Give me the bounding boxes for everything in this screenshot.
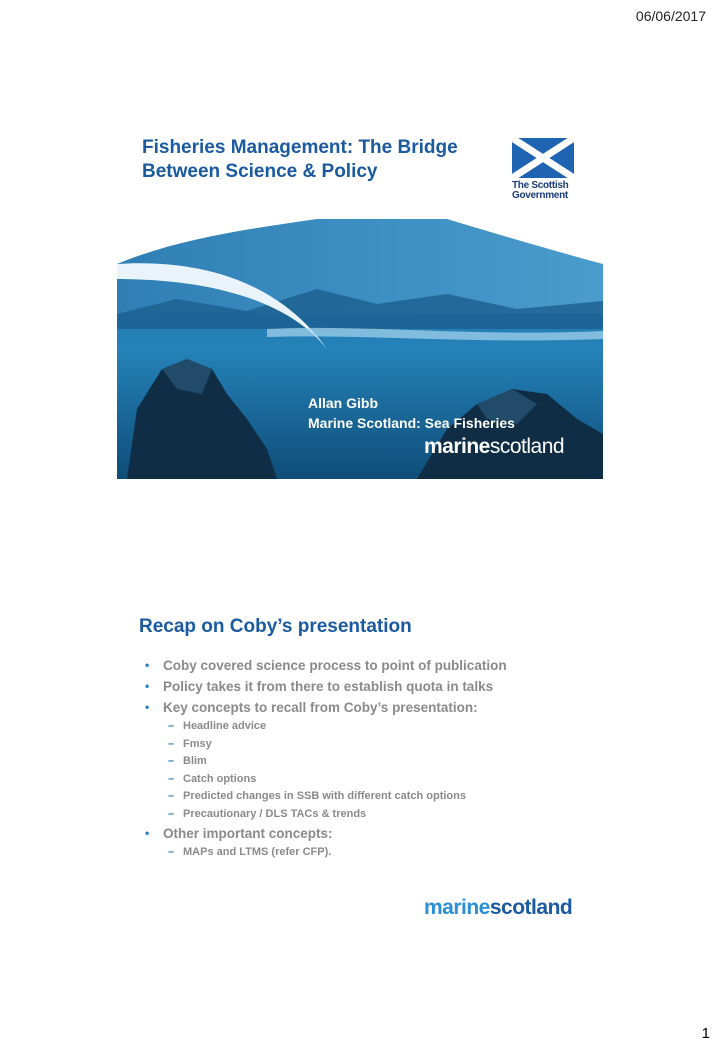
sub-list-item xyxy=(145,771,665,789)
presenter-name: Allan Gibb xyxy=(308,395,378,411)
list-item xyxy=(145,655,665,676)
dash-icon: – xyxy=(168,720,175,732)
presenter-organisation: Marine Scotland: Sea Fisheries xyxy=(308,415,515,431)
presenter-block xyxy=(308,393,515,433)
sub-bullet-text: Catch options xyxy=(183,772,257,785)
gov-logo-line2: Government xyxy=(512,190,568,201)
marine-scotland-logo-white xyxy=(424,435,564,459)
sub-list-item xyxy=(145,806,665,824)
page-number: 1 xyxy=(701,1025,710,1042)
sub-list-item xyxy=(145,718,665,736)
slide1-title-line1: Fisheries Management: The Bridge xyxy=(142,137,458,158)
sub-list-item xyxy=(145,753,665,771)
sub-bullet-text: Predicted changes in SSB with different catch options xyxy=(183,790,466,802)
slide1-title-line2: Between Science & Policy xyxy=(142,161,378,182)
page-date: 06/06/2017 xyxy=(635,8,706,24)
gov-logo-line1: The Scottish xyxy=(512,180,569,191)
bullet-text: Policy takes it from there to establish quota in talks xyxy=(163,679,494,694)
bullet-dot-icon: • xyxy=(145,679,150,693)
sub-list-item xyxy=(145,844,665,862)
sub-bullet-text: Headline advice xyxy=(183,720,267,732)
saltire-flag-icon xyxy=(512,138,574,178)
sub-list-item xyxy=(145,736,665,754)
scottish-government-logo xyxy=(512,138,580,201)
dash-icon: – xyxy=(168,737,175,750)
bullet-text: Key concepts to recall from Coby’s presentation: xyxy=(163,700,478,715)
slide2-title: Recap on Coby’s presentation xyxy=(139,616,412,637)
brand-part1: marine xyxy=(424,896,490,919)
bullet-text: Other important concepts: xyxy=(163,826,333,841)
brand-part2: scotland xyxy=(489,896,573,919)
bullet-dot-icon: • xyxy=(145,700,150,714)
slide1-title xyxy=(142,136,502,184)
list-item xyxy=(145,697,665,718)
dash-icon: – xyxy=(168,772,175,785)
brand-part2: scotland xyxy=(489,435,565,458)
dash-icon: – xyxy=(168,846,175,858)
sub-bullet-text: MAPs and LTMS (refer CFP). xyxy=(183,846,332,858)
dash-icon: – xyxy=(168,807,175,820)
sub-list-item xyxy=(145,788,665,806)
marine-scotland-logo xyxy=(424,896,572,920)
list-item xyxy=(145,823,665,844)
sub-bullet-text: Precautionary / DLS TACs & trends xyxy=(183,807,367,820)
bullet-list xyxy=(145,655,665,862)
brand-part1: marine xyxy=(424,435,490,458)
sub-bullet-text: Blim xyxy=(183,755,207,767)
bullet-dot-icon: • xyxy=(145,658,150,672)
list-item xyxy=(145,676,665,697)
sub-bullet-text: Fmsy xyxy=(183,737,212,750)
bullet-text: Coby covered science process to point of publication xyxy=(163,658,507,673)
dash-icon: – xyxy=(168,755,175,767)
dash-icon: – xyxy=(168,790,175,802)
bullet-dot-icon: • xyxy=(145,826,150,840)
